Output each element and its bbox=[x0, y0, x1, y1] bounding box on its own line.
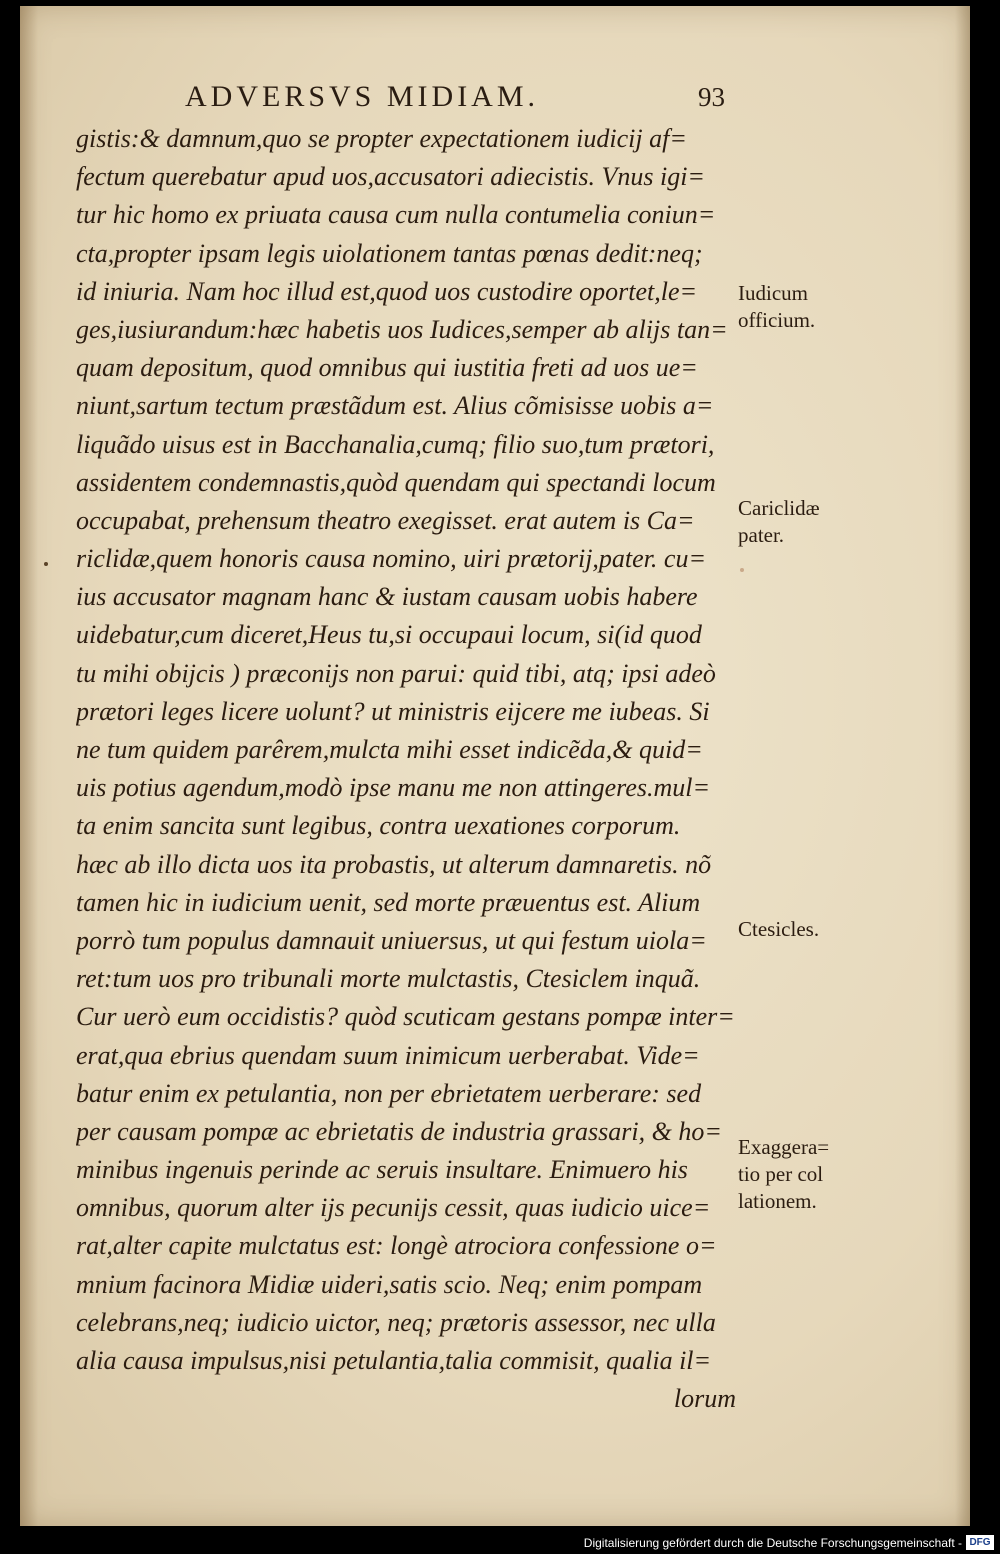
body-text bbox=[76, 120, 736, 1418]
text-line: cta,propter ipsam legis uiolationem tantas pœnas dedit:neq; bbox=[76, 238, 703, 268]
text-line: omnibus, quorum alter ijs pecunijs cessit, quas iudicio uice= bbox=[76, 1193, 711, 1223]
text-line: mnium facinora Midiæ uideri,satis scio. Neq; enim pompam bbox=[76, 1269, 703, 1299]
text-line: Cur uerò eum occidistis? quòd scuticam gestans pompæ inter= bbox=[76, 1002, 735, 1032]
marginal-note-line: Cariclidæ bbox=[738, 496, 820, 520]
ink-speck bbox=[740, 568, 744, 572]
marginal-note-line: pater. bbox=[738, 523, 785, 547]
text-line: batur enim ex petulantia, non per ebrietatem uerberare: sed bbox=[76, 1078, 702, 1108]
marginal-note-exaggeratio bbox=[738, 1134, 829, 1215]
page-number: 93 bbox=[698, 82, 725, 112]
catchword: lorum bbox=[673, 1384, 736, 1414]
text-line: hæc ab illo dicta uos ita probastis, ut alterum damnaretis. nõ bbox=[76, 849, 712, 879]
text-line: tur hic homo ex priuata causa cum nulla contumelia coniun= bbox=[76, 200, 716, 230]
text-line: erat,qua ebrius quendam suum inimicum uerberabat. Vide= bbox=[76, 1040, 700, 1070]
text-line: uidebatur,cum diceret,Heus tu,si occupaui locum, si(id quod bbox=[76, 620, 702, 650]
page-edge-shadow bbox=[955, 6, 970, 1526]
text-line: ne tum quidem parêrem,mulcta mihi esset indicẽda,& quid= bbox=[76, 735, 703, 764]
text-line: celebrans,neq; iudicio uictor, neq; prætoris assessor, nec ulla bbox=[76, 1307, 716, 1337]
text-line: gistis:& damnum,quo se propter expectationem iudicij af= bbox=[76, 124, 687, 153]
text-line: tamen hic in iudicium uenit, sed morte præuentus est. Alium bbox=[76, 887, 701, 917]
text-line: quam depositum, quod omnibus qui iustitia freti ad uos ue= bbox=[76, 353, 698, 383]
text-line: prætori leges licere uolunt? ut ministris eijcere me iubeas. Si bbox=[76, 696, 710, 726]
marginal-note-line: Exaggera= bbox=[738, 1135, 830, 1159]
page-gutter-shadow bbox=[20, 6, 38, 1526]
text-line: assidentem condemnastis,quòd quendam qui spectandi locum bbox=[76, 467, 716, 497]
marginal-note-line: lationem. bbox=[738, 1189, 817, 1213]
marginal-note-line: tio per col bbox=[738, 1162, 824, 1186]
text-line: rat,alter capite mulctatus est: longè atrociora confessione o= bbox=[76, 1231, 717, 1261]
text-line: minibus ingenuis perinde ac seruis insultare. Enimuero his bbox=[76, 1155, 688, 1185]
running-head: ADVERSVS MIDIAM. bbox=[185, 80, 540, 113]
funding-credit: Digitalisierung gefördert durch die Deutsche Forschungsgemeinschaft - bbox=[583, 1536, 962, 1550]
text-line: ret:tum uos pro tribunali morte mulctastis, Ctesiclem inquã. bbox=[76, 964, 701, 994]
text-line: porrò tum populus damnauit uniuersus, ut qui festum uiola= bbox=[76, 925, 707, 955]
ink-speck bbox=[44, 562, 48, 566]
text-line: tu mihi obijcis ) præconijs non parui: quid tibi, atq; ipsi adeò bbox=[76, 658, 716, 688]
text-line: liquãdo uisus est in Bacchanalia,cumq; filio suo,tum prætori, bbox=[76, 429, 715, 459]
text-line: ta enim sancita sunt legibus, contra uexationes corporum. bbox=[76, 811, 681, 841]
marginal-note-ctesicles bbox=[738, 916, 819, 943]
dfg-logo-icon: DFG bbox=[966, 1535, 994, 1550]
text-line: id iniuria. Nam hoc illud est,quod uos custodire oportet,le= bbox=[76, 276, 698, 306]
marginal-note-line: Ctesicles. bbox=[738, 917, 820, 941]
marginal-note-cariclidae bbox=[738, 495, 820, 549]
marginal-note-line: Iudicum bbox=[738, 281, 808, 305]
text-line: ius accusator magnam hanc & iustam causam uobis habere bbox=[76, 582, 698, 612]
marginal-note-line: officium. bbox=[738, 308, 816, 332]
text-line: uis potius agendum,modò ipse manu me non attingeres.mul= bbox=[76, 773, 711, 803]
marginal-note-iudicum bbox=[738, 280, 815, 334]
text-line: occupabat, prehensum theatro exegisset. erat autem is Ca= bbox=[76, 505, 695, 535]
text-line: alia causa impulsus,nisi petulantia,talia commisit, qualia il= bbox=[76, 1346, 712, 1375]
text-line: per causam pompæ ac ebrietatis de industria grassari, & ho= bbox=[76, 1116, 722, 1146]
text-line: riclidæ,quem honoris causa nomino, uiri prætorij,pater. cu= bbox=[76, 544, 707, 574]
text-line: fectum querebatur apud uos,accusatori adiecistis. Vnus igi= bbox=[76, 162, 705, 192]
text-line: ges,iusiurandum:hæc habetis uos Iudices,semper ab alijs tan= bbox=[76, 314, 728, 344]
text-line: niunt,sartum tectum præstãdum est. Alius cõmisisse uobis a= bbox=[76, 391, 714, 421]
